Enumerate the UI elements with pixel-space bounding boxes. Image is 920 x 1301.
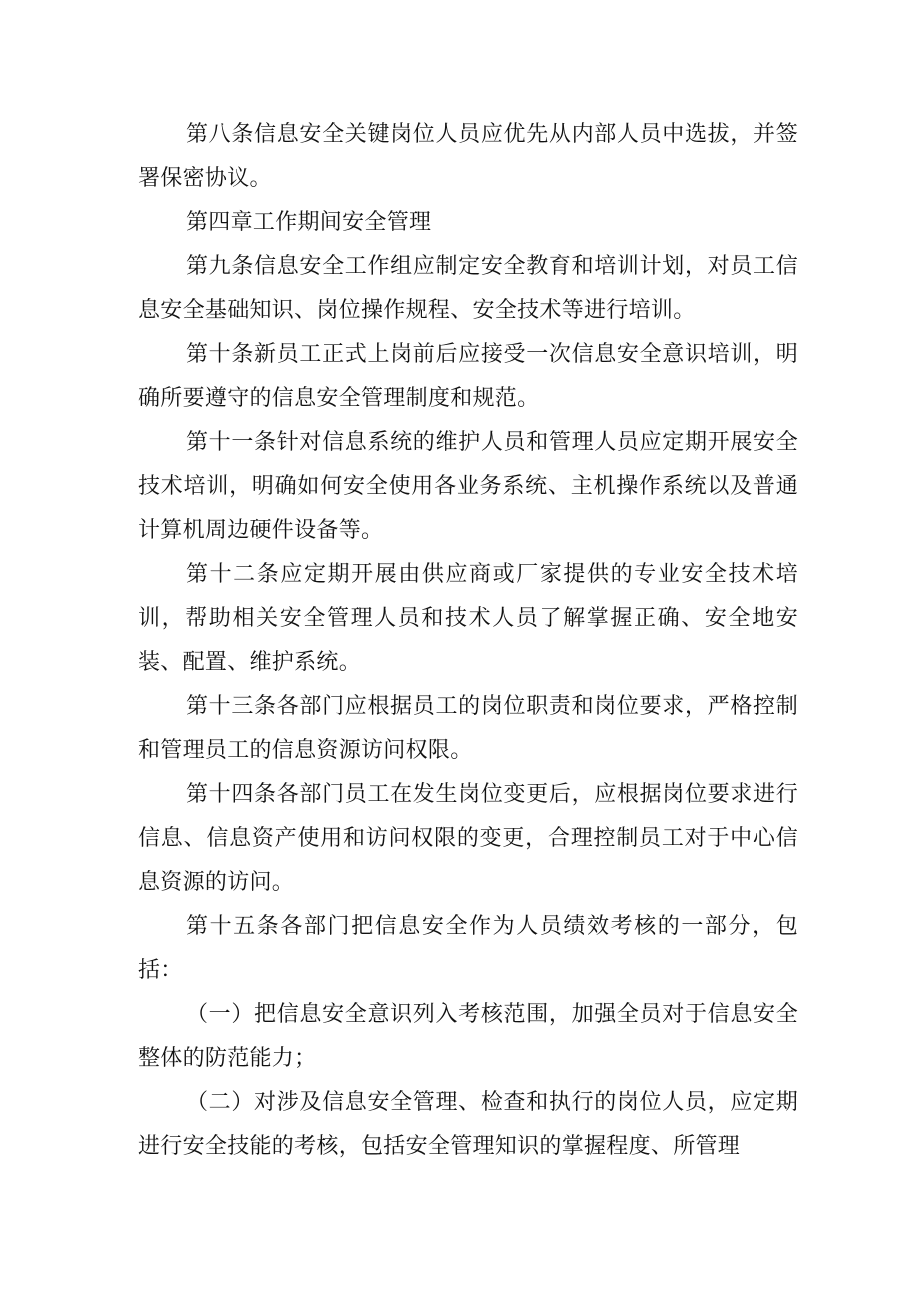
- article-8-paragraph: 第八条信息安全关键岗位人员应优先从内部人员中选拔，并签署保密协议。: [138, 122, 798, 191]
- article-13-paragraph: 第十三条各部门应根据员工的岗位职责和岗位要求，严格控制和管理员工的信息资源访问权限。: [138, 694, 798, 763]
- article-12-paragraph: 第十二条应定期开展由供应商或厂家提供的专业安全技术培训，帮助相关安全管理人员和技术人员了解掌握正确、安全地安装、配置、维护系统。: [138, 562, 798, 675]
- article-10-paragraph: 第十条新员工正式上岗前后应接受一次信息安全意识培训，明确所要遵守的信息安全管理制度和规范。: [138, 342, 798, 411]
- article-15-paragraph: 第十五条各部门把信息安全作为人员绩效考核的一部分，包括：: [138, 914, 798, 983]
- article-14-paragraph: 第十四条各部门员工在发生岗位变更后，应根据岗位要求进行信息、信息资产使用和访问权限的变更，合理控制员工对于中心信息资源的访问。: [138, 782, 798, 895]
- article-15-item-1: （一）把信息安全意识列入考核范围，加强全员对于信息安全整体的防范能力；: [138, 1002, 798, 1071]
- article-15-item-2: （二）对涉及信息安全管理、检查和执行的岗位人员，应定期进行安全技能的考核，包括安全管理知识的掌握程度、所管理: [138, 1090, 798, 1159]
- chapter-4-heading: 第四章工作期间安全管理: [186, 210, 432, 235]
- article-11-paragraph: 第十一条针对信息系统的维护人员和管理人员应定期开展安全技术培训，明确如何安全使用各业务系统、主机操作系统以及普通计算机周边硬件设备等。: [138, 430, 798, 543]
- document-page: [138, 113, 798, 1169]
- article-9-paragraph: 第九条信息安全工作组应制定安全教育和培训计划，对员工信息安全基础知识、岗位操作规程、安全技术等进行培训。: [138, 254, 798, 323]
